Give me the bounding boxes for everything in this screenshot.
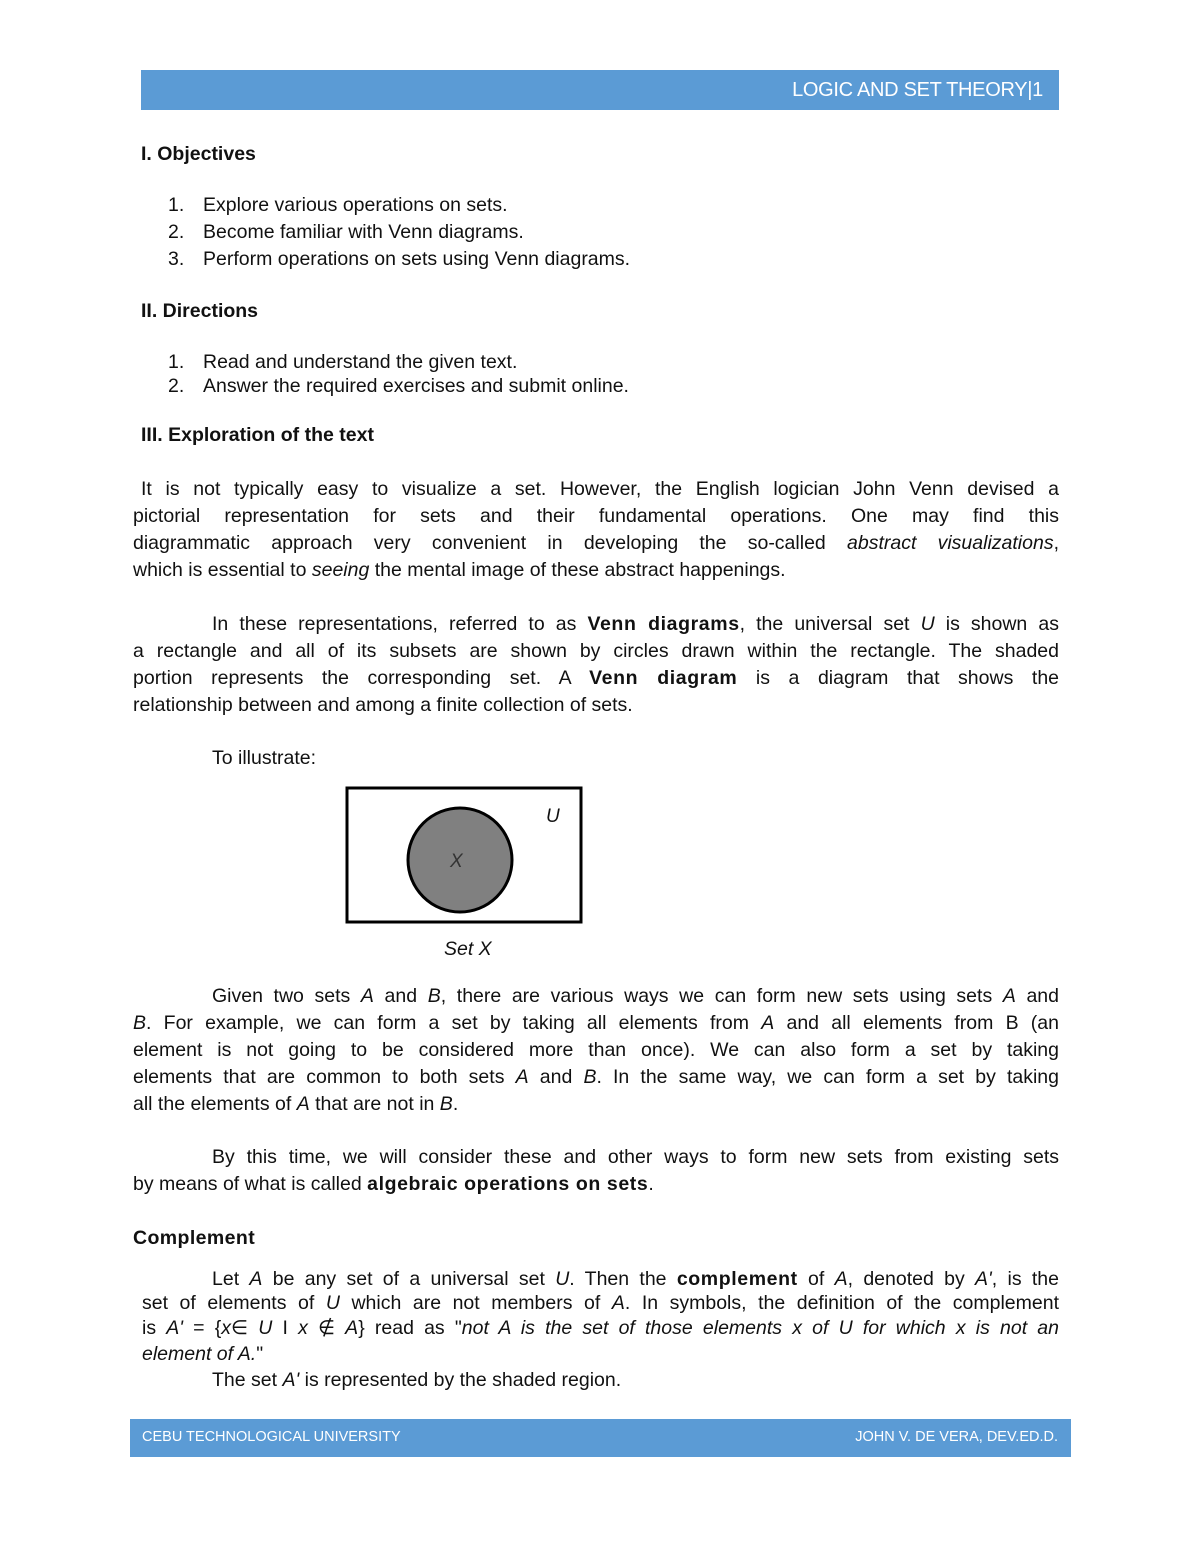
paragraph-line: Given two sets A and B, there are various ways we can form new sets using sets A and xyxy=(212,985,1059,1007)
paragraph-line: By this time, we will consider these and other ways to form new sets from existing sets xyxy=(212,1146,1059,1168)
universal-set-label: U xyxy=(546,806,560,827)
paragraph-line: It is not typically easy to visualize a set. However, the English logician John Venn devised a xyxy=(141,478,1059,500)
directions-heading: II. Directions xyxy=(141,300,259,322)
paragraph-line: relationship between and among a finite collection of sets. xyxy=(133,694,633,716)
objective-number: 2. xyxy=(168,221,185,243)
paragraph-line: set of elements of U which are not members of A. In symbols, the definition of the complement xyxy=(142,1292,1059,1314)
exploration-heading: III. Exploration of the text xyxy=(141,424,374,446)
direction-number: 2. xyxy=(168,375,185,397)
paragraph-line: which is essential to seeing the mental image of these abstract happenings. xyxy=(133,559,786,581)
paragraph-line: B. For example, we can form a set by taking all elements from A and all elements from B (an xyxy=(133,1012,1059,1034)
paragraph-line: by means of what is called algebraic operations on sets. xyxy=(133,1173,654,1195)
paragraph-line: portion represents the corresponding set. A Venn diagram is a diagram that shows the xyxy=(133,667,1060,689)
paragraph-line: pictorial representation for sets and their fundamental operations. One may find this xyxy=(133,505,1059,527)
footer-author: JOHN V. DE VERA, DEV.ED.D. xyxy=(855,1429,1058,1445)
paragraph-line: all the elements of A that are not in B. xyxy=(133,1093,459,1115)
set-x-label: X xyxy=(450,851,463,872)
venn-caption: Set X xyxy=(444,938,492,960)
paragraph-line: element of A." xyxy=(142,1343,264,1365)
direction-item: Answer the required exercises and submit online. xyxy=(203,375,629,397)
objective-number: 1. xyxy=(168,194,185,216)
footer-bar xyxy=(130,1419,1071,1457)
complement-heading: Complement xyxy=(133,1227,256,1249)
footer-institution: CEBU TECHNOLOGICAL UNIVERSITY xyxy=(142,1429,401,1445)
objectives-heading: I. Objectives xyxy=(141,143,256,165)
paragraph-line: element is not going to be considered more than once). We can also form a set by taking xyxy=(133,1039,1059,1061)
paragraph-line: a rectangle and all of its subsets are shown by circles drawn within the rectangle. The shaded xyxy=(133,640,1059,662)
paragraph-line: elements that are common to both sets A and B. In the same way, we can form a set by taking xyxy=(133,1066,1059,1088)
objective-item: Explore various operations on sets. xyxy=(203,194,508,216)
venn-diagram xyxy=(340,782,590,932)
header-bar xyxy=(141,70,1059,110)
paragraph-line: is A' = {x∈ U I x ∉ A} read as "not A is the set of those elements x of U for which x is not an xyxy=(142,1317,1059,1339)
direction-item: Read and understand the given text. xyxy=(203,351,518,373)
paragraph-line: Let A be any set of a universal set U. Then the complement of A, denoted by A', is the xyxy=(212,1268,1059,1290)
direction-number: 1. xyxy=(168,351,185,373)
illustrate-label: To illustrate: xyxy=(212,747,317,769)
paragraph-line: The set A' is represented by the shaded region. xyxy=(212,1369,622,1391)
objective-number: 3. xyxy=(168,248,185,270)
objective-item: Perform operations on sets using Venn diagrams. xyxy=(203,248,631,270)
paragraph-line: diagrammatic approach very convenient in developing the so-called abstract visualizations, xyxy=(133,532,1059,554)
header-title: LOGIC AND SET THEORY|1 xyxy=(792,79,1043,101)
objective-item: Become familiar with Venn diagrams. xyxy=(203,221,524,243)
paragraph-line: In these representations, referred to as Venn diagrams, the universal set U is shown as xyxy=(212,613,1059,635)
